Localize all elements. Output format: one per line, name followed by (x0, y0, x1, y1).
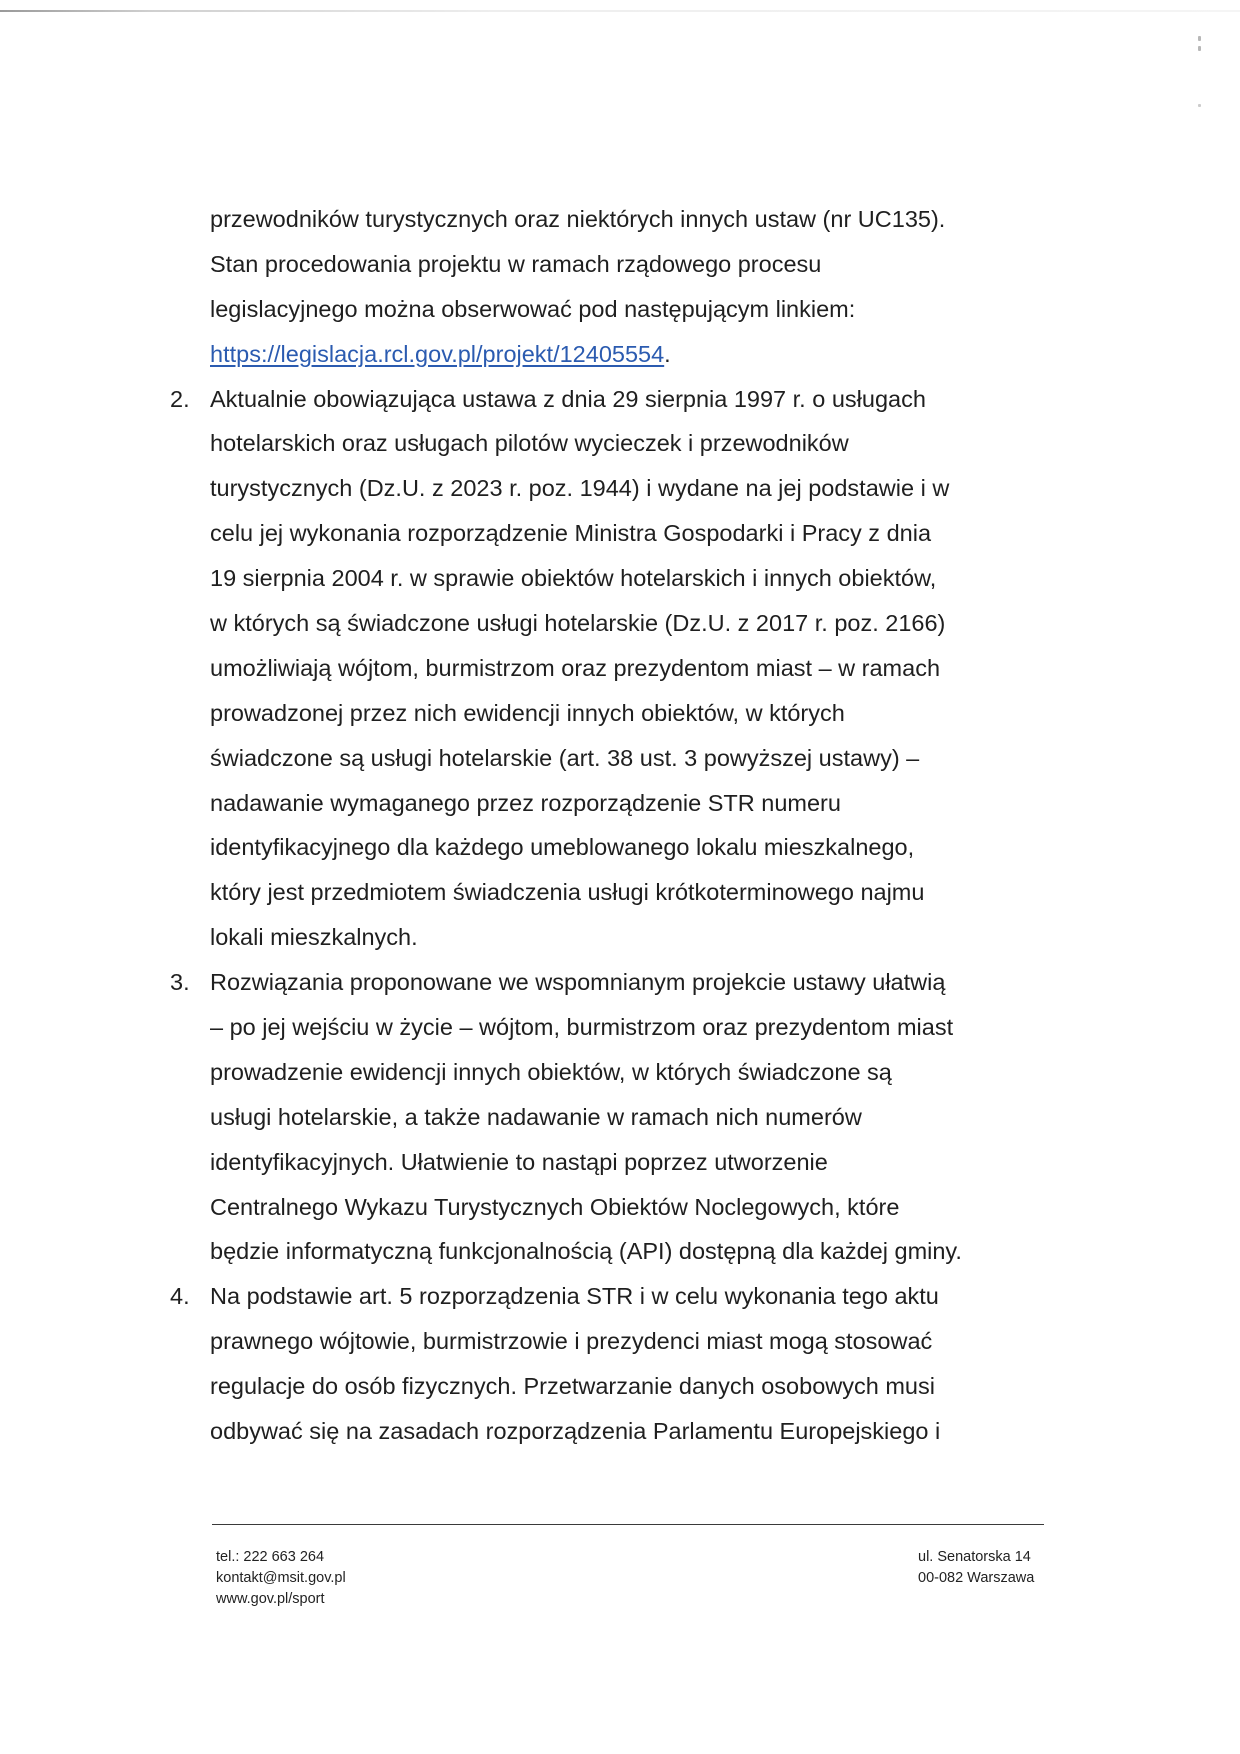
text-line (210, 1364, 1070, 1409)
line-text: Aktualnie obowiązująca ustawa z dnia 29 sierpnia 1997 r. o usługach (210, 385, 926, 412)
line-text: 19 sierpnia 2004 r. w sprawie obiektów hotelarskich i innych obiektów, (210, 565, 937, 592)
text-line (210, 825, 1070, 870)
line-text: hotelarskich oraz usługach pilotów wycieczek i przewodników (210, 430, 849, 457)
text-line (210, 870, 1070, 915)
text-line (210, 1095, 1070, 1140)
line-text: turystycznych (Dz.U. z 2023 r. poz. 1944) i wydane na jej podstawie i w (210, 475, 950, 502)
list-item-number: 3. (170, 969, 190, 996)
line-text: prawnego wójtowie, burmistrzowie i prezydenci miast mogą stosować (210, 1328, 933, 1355)
text-line (210, 1409, 1070, 1454)
line-text: prowadzenie ewidencji innych obiektów, w których świadczone są (210, 1058, 892, 1085)
line-text: prowadzonej przez nich ewidencji innych obiektów, w których (210, 699, 845, 726)
line-text: identyfikacyjnych. Ułatwienie to nastąpi poprzez utworzenie (210, 1148, 828, 1175)
text-line (210, 1140, 1070, 1185)
line-text: identyfikacyjnego dla każdego umeblowanego lokalu mieszkalnego, (210, 834, 915, 861)
text-line (210, 511, 1070, 556)
footer-email[interactable]: kontakt@msit.gov.pl (216, 1570, 346, 1586)
line-text: – po jej wejściu w życie – wójtom, burmistrzom oraz prezydentom miast (210, 1014, 954, 1041)
scan-speck (1198, 46, 1201, 51)
line-text: Rozwiązania proponowane we wspomnianym projekcie ustawy ułatwią (210, 969, 946, 996)
footer-website[interactable]: www.gov.pl/sport (216, 1591, 325, 1607)
document-body (170, 197, 1070, 1454)
text-line (210, 197, 1070, 242)
text-line (210, 421, 1070, 466)
text-line (210, 556, 1070, 601)
footer-divider (212, 1524, 1044, 1525)
text-line (210, 1319, 1070, 1364)
text-line (210, 242, 1070, 287)
line-text: przewodników turystycznych oraz niektórych innych ustaw (nr UC135). (210, 206, 946, 232)
line-text: będzie informatyczną funkcjonalnością (API) dostępną dla każdej gminy. (210, 1238, 962, 1265)
text-line (210, 781, 1070, 826)
line-text: Centralnego Wykazu Turystycznych Obiektów Noclegowych, które (210, 1193, 900, 1220)
line-text: umożliwiają wójtom, burmistrzom oraz prezydentom miast – w ramach (210, 654, 941, 681)
footer-city: 00-082 Warszawa (918, 1570, 1035, 1586)
line-text: lokali mieszkalnych. (210, 924, 418, 951)
footer-street: ul. Senatorska 14 (918, 1549, 1031, 1565)
text-line (170, 1274, 1070, 1319)
line-text: który jest przedmiotem świadczenia usługi krótkoterminowego najmu (210, 879, 925, 906)
footer-contact (216, 1547, 346, 1610)
line-text: w których są świadczone usługi hotelarskie (Dz.U. z 2017 r. poz. 2166) (210, 610, 946, 637)
scan-speck (1198, 36, 1201, 41)
line-text: legislacyjnego można obserwować pod następującym linkiem: (210, 295, 856, 322)
legislation-link[interactable]: https://legislacja.rcl.gov.pl/projekt/12405554 (210, 340, 665, 367)
text-line (210, 332, 1070, 377)
scan-speck (1198, 104, 1201, 107)
line-text: nadawanie wymaganego przez rozporządzenie STR numeru (210, 789, 841, 816)
line-text: Na podstawie art. 5 rozporządzenia STR i w celu wykonania tego aktu (210, 1283, 939, 1310)
text-line (210, 646, 1070, 691)
line-text: Stan procedowania projektu w ramach rządowego procesu (210, 250, 822, 277)
text-line (210, 466, 1070, 511)
footer-address (918, 1547, 1034, 1589)
text-line (170, 377, 1070, 422)
line-text: regulacje do osób fizycznych. Przetwarzanie danych osobowych musi (210, 1373, 935, 1400)
text-line (210, 1050, 1070, 1095)
line-text: usługi hotelarskie, a także nadawanie w ramach nich numerów (210, 1103, 862, 1130)
footer-phone: tel.: 222 663 264 (216, 1549, 325, 1565)
line-text: celu jej wykonania rozporządzenie Ministra Gospodarki i Pracy z dnia (210, 520, 932, 547)
scan-edge (0, 10, 1240, 12)
list-item-number: 2. (170, 385, 190, 412)
text-line (210, 1185, 1070, 1230)
line-text: odbywać się na zasadach rozporządzenia Parlamentu Europejskiego i (210, 1418, 941, 1445)
text-line (210, 287, 1070, 332)
text-line (210, 736, 1070, 781)
text-line (170, 960, 1070, 1005)
line-punctuation: . (664, 340, 671, 367)
line-text: świadczone są usługi hotelarskie (art. 38 ust. 3 powyższej ustawy) – (210, 744, 920, 771)
text-line (210, 601, 1070, 646)
text-line (210, 1005, 1070, 1050)
text-line (210, 915, 1070, 960)
text-line (210, 691, 1070, 736)
list-item-number: 4. (170, 1283, 190, 1310)
text-line (210, 1229, 1070, 1274)
